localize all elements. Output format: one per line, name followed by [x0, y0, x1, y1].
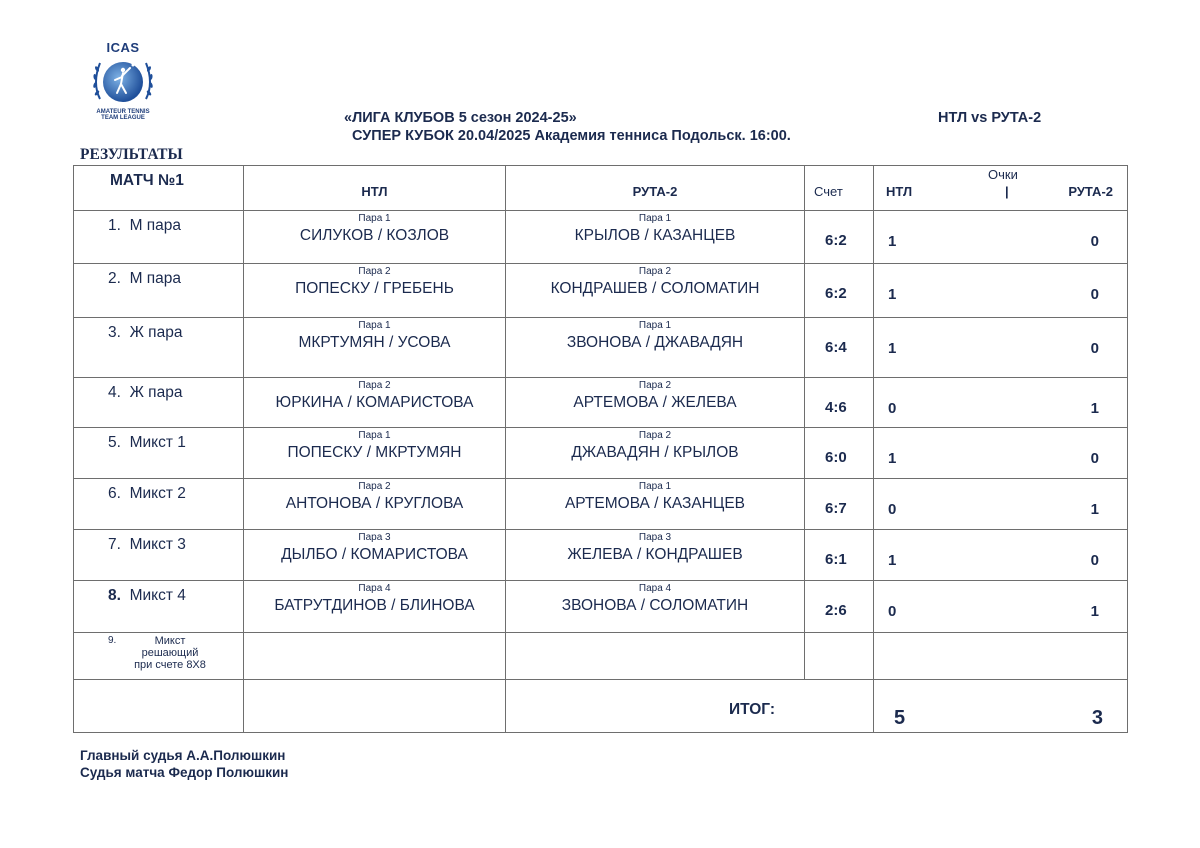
- team1-pair-names: ДЫЛБО / КОМАРИСТОВА: [281, 546, 468, 563]
- team1-points: 1: [888, 286, 897, 303]
- points-header-cell: [874, 166, 1128, 211]
- match-number: 7.: [108, 536, 121, 553]
- team1-pair-names: АНТОНОВА / КРУГЛОВА: [285, 495, 464, 512]
- team2-pair-label: Пара 1: [638, 213, 672, 224]
- team1-pair-label: Пара 1: [358, 430, 391, 441]
- match-type-cell: [74, 581, 244, 633]
- team2-pair-names: КРЫЛОВ / КАЗАНЦЕВ: [574, 227, 736, 244]
- team1-points: 1: [888, 233, 897, 250]
- team2-points: 1: [1090, 400, 1099, 417]
- points-cell: [874, 378, 1128, 428]
- team2-pair-cell: [506, 264, 805, 318]
- match-row: [74, 479, 1128, 530]
- match-type-label: М пара: [129, 217, 182, 234]
- team2-pair-label: Пара 2: [638, 266, 672, 277]
- team1-pair-label: Пара 2: [358, 481, 391, 492]
- event-title: СУПЕР КУБОК 20.04/2025 Академия тенниса Подольск. 16:00.: [352, 128, 791, 144]
- match-type: [108, 587, 186, 605]
- decider-label: [124, 635, 216, 671]
- match-type-cell: [74, 530, 244, 581]
- score-cell: [805, 264, 874, 318]
- points-cell: [874, 581, 1128, 633]
- team2-pair-names: КОНДРАШЕВ / СОЛОМАТИН: [550, 280, 760, 297]
- team2-header: РУТА-2: [632, 184, 678, 199]
- team1-pair-label: Пара 2: [358, 380, 391, 391]
- team2-pair-cell: [506, 378, 805, 428]
- score-cell: [805, 530, 874, 581]
- match-row: [74, 581, 1128, 633]
- team1-header-cell: [244, 166, 506, 211]
- team1-points: 1: [888, 340, 897, 357]
- score-cell: [805, 318, 874, 378]
- results-table: [73, 165, 1128, 733]
- team2-points: 0: [1090, 552, 1099, 569]
- tennis-emblem-icon: [88, 53, 158, 111]
- total-team2: 3: [1091, 707, 1103, 729]
- decider-number: 9.: [108, 635, 117, 646]
- team1-pair-cell: [244, 318, 506, 378]
- points-cell: [874, 264, 1128, 318]
- match-type: [108, 324, 182, 342]
- decider-score-cell: [805, 633, 874, 680]
- team1-pair-label: Пара 4: [358, 583, 391, 594]
- chief-referee: Главный судья А.А.Полюшкин: [80, 748, 286, 763]
- total-empty-cell-1: [74, 680, 244, 733]
- decider-team2-cell: [506, 633, 805, 680]
- team1-pair-names: ПОПЕСКУ / ГРЕБЕНЬ: [295, 280, 454, 297]
- league-logo: [82, 40, 164, 128]
- team1-pair-cell: [244, 211, 506, 264]
- team2-points: 0: [1090, 233, 1099, 250]
- team1-pair-names: СИЛУКОВ / КОЗЛОВ: [299, 227, 450, 244]
- score-cell: [805, 211, 874, 264]
- match-type-label: Ж пара: [129, 384, 183, 401]
- team2-pair-names: ЖЕЛЕВА / КОНДРАШЕВ: [567, 546, 743, 563]
- results-label: РЕЗУЛЬТАТЫ: [80, 146, 183, 163]
- points-team1-header: НТЛ: [886, 184, 913, 199]
- match-row: [74, 530, 1128, 581]
- team2-pair-label: Пара 1: [638, 481, 672, 492]
- team1-pair-cell: [244, 530, 506, 581]
- match-type-cell: [74, 211, 244, 264]
- team2-pair-cell: [506, 428, 805, 479]
- match-type-cell: [74, 479, 244, 530]
- team2-pair-names: АРТЕМОВА / ЖЕЛЕВА: [573, 394, 737, 411]
- decider-label-cell: [74, 633, 244, 680]
- score-cell: [805, 428, 874, 479]
- team2-points: 1: [1090, 501, 1099, 518]
- decider-points-cell: [874, 633, 1128, 680]
- decider-line3: при счете 8Х8: [134, 659, 206, 671]
- team2-pair-names: ЗВОНОВА / СОЛОМАТИН: [561, 597, 749, 614]
- match-type: [108, 270, 181, 288]
- team2-pair-cell: [506, 211, 805, 264]
- match-type: [108, 485, 186, 503]
- match-number: 8.: [108, 587, 121, 604]
- team1-header: НТЛ: [361, 184, 388, 199]
- match-type-label: М пара: [129, 270, 182, 287]
- match-type: [108, 536, 186, 554]
- match-score: 6:0: [825, 449, 847, 466]
- team1-points: 1: [888, 552, 897, 569]
- team1-pair-cell: [244, 264, 506, 318]
- match-score: 6:4: [825, 339, 847, 356]
- match-title: МАТЧ №1: [110, 172, 184, 189]
- match-number: 5.: [108, 434, 121, 451]
- team1-pair-names: ПОПЕСКУ / МКРТУМЯН: [287, 444, 462, 461]
- team1-pair-cell: [244, 479, 506, 530]
- table-header-row: [74, 166, 1128, 211]
- team2-pair-label: Пара 2: [638, 380, 672, 391]
- team1-pair-cell: [244, 581, 506, 633]
- match-row: [74, 428, 1128, 479]
- match-score: 4:6: [825, 399, 847, 416]
- team2-points: 1: [1090, 603, 1099, 620]
- decider-row: [74, 633, 1128, 680]
- score-header-cell: [805, 166, 874, 211]
- match-row: [74, 378, 1128, 428]
- team2-pair-names: ЗВОНОВА / ДЖАВАДЯН: [566, 334, 744, 351]
- team2-header-cell: [506, 166, 805, 211]
- match-type-label: Микст 2: [129, 485, 186, 502]
- team1-points: 0: [888, 501, 897, 518]
- match-title-cell: [74, 166, 244, 211]
- team2-pair-names: АРТЕМОВА / КАЗАНЦЕВ: [564, 495, 746, 512]
- match-type-cell: [74, 264, 244, 318]
- team1-pair-cell: [244, 378, 506, 428]
- team1-points: 0: [888, 400, 897, 417]
- team1-points: 1: [888, 450, 897, 467]
- match-score: 6:7: [825, 500, 847, 517]
- team2-points: 0: [1090, 286, 1099, 303]
- match-type-cell: [74, 428, 244, 479]
- logo-subtitle-line2: TEAM LEAGUE: [101, 115, 145, 121]
- total-label: ИТОГ:: [729, 701, 776, 718]
- score-header: Счет: [814, 184, 843, 199]
- match-score: 6:1: [825, 551, 847, 568]
- team2-pair-cell: [506, 479, 805, 530]
- team2-pair-label: Пара 2: [638, 430, 672, 441]
- match-score: 6:2: [825, 285, 847, 302]
- points-cell: [874, 479, 1128, 530]
- team2-pair-cell: [506, 530, 805, 581]
- match-type: [108, 384, 182, 402]
- team2-pair-label: Пара 4: [638, 583, 672, 594]
- score-cell: [805, 479, 874, 530]
- match-type-label: Ж пара: [129, 324, 183, 341]
- match-number: 3.: [108, 324, 121, 341]
- team2-pair-label: Пара 3: [638, 532, 672, 543]
- total-team1: 5: [894, 707, 906, 729]
- team2-pair-cell: [506, 318, 805, 378]
- logo-subtitle: [82, 109, 164, 121]
- match-type: [108, 217, 181, 235]
- team2-pair-label: Пара 1: [638, 320, 672, 331]
- match-score: 2:6: [825, 602, 847, 619]
- team2-pair-names: ДЖАВАДЯН / КРЫЛОВ: [571, 444, 739, 461]
- match-type: [108, 434, 186, 452]
- points-cell: [874, 428, 1128, 479]
- match-row: [74, 211, 1128, 264]
- team1-pair-label: Пара 2: [358, 266, 391, 277]
- decider-line2: решающий: [141, 647, 199, 659]
- league-title: «ЛИГА КЛУБОВ 5 сезон 2024-25»: [344, 110, 577, 126]
- match-row: [74, 264, 1128, 318]
- team1-pair-cell: [244, 428, 506, 479]
- team1-pair-names: МКРТУМЯН / УСОВА: [298, 334, 451, 351]
- logo-subtitle-line1: AMATEUR TENNIS: [96, 109, 150, 115]
- team2-pair-cell: [506, 581, 805, 633]
- points-separator: |: [1005, 184, 1009, 199]
- match-number: 6.: [108, 485, 121, 502]
- score-cell: [805, 581, 874, 633]
- team1-points: 0: [888, 603, 897, 620]
- match-number: 1.: [108, 217, 121, 234]
- total-label-cell: [506, 680, 874, 733]
- team2-points: 0: [1090, 340, 1099, 357]
- team1-pair-names: БАТРУТДИНОВ / БЛИНОВА: [274, 597, 475, 614]
- match-referee: Судья матча Федор Полюшкин: [80, 765, 289, 780]
- decider-line1: Микст: [154, 635, 186, 647]
- points-cell: [874, 530, 1128, 581]
- decider-team1-cell: [244, 633, 506, 680]
- total-row: [74, 680, 1128, 733]
- match-row: [74, 318, 1128, 378]
- team1-pair-names: ЮРКИНА / КОМАРИСТОВА: [275, 394, 474, 411]
- points-cell: [874, 211, 1128, 264]
- match-number: 4.: [108, 384, 121, 401]
- team1-pair-label: Пара 1: [358, 320, 391, 331]
- points-team2-header: РУТА-2: [1068, 184, 1113, 199]
- teams-title: НТЛ vs РУТА-2: [938, 110, 1042, 126]
- logo-title: ICAS: [106, 40, 140, 55]
- match-type-cell: [74, 318, 244, 378]
- match-type-label: Микст 3: [129, 536, 186, 553]
- total-points-cell: [874, 680, 1128, 733]
- score-cell: [805, 378, 874, 428]
- match-type-label: Микст 4: [129, 587, 186, 604]
- match-type-cell: [74, 378, 244, 428]
- team1-pair-label: Пара 3: [358, 532, 391, 543]
- points-header: Очки: [988, 167, 1018, 182]
- match-number: 2.: [108, 270, 121, 287]
- team1-pair-label: Пара 1: [358, 213, 391, 224]
- match-score: 6:2: [825, 232, 847, 249]
- team2-points: 0: [1090, 450, 1099, 467]
- match-type-label: Микст 1: [129, 434, 186, 451]
- points-cell: [874, 318, 1128, 378]
- total-empty-cell-2: [244, 680, 506, 733]
